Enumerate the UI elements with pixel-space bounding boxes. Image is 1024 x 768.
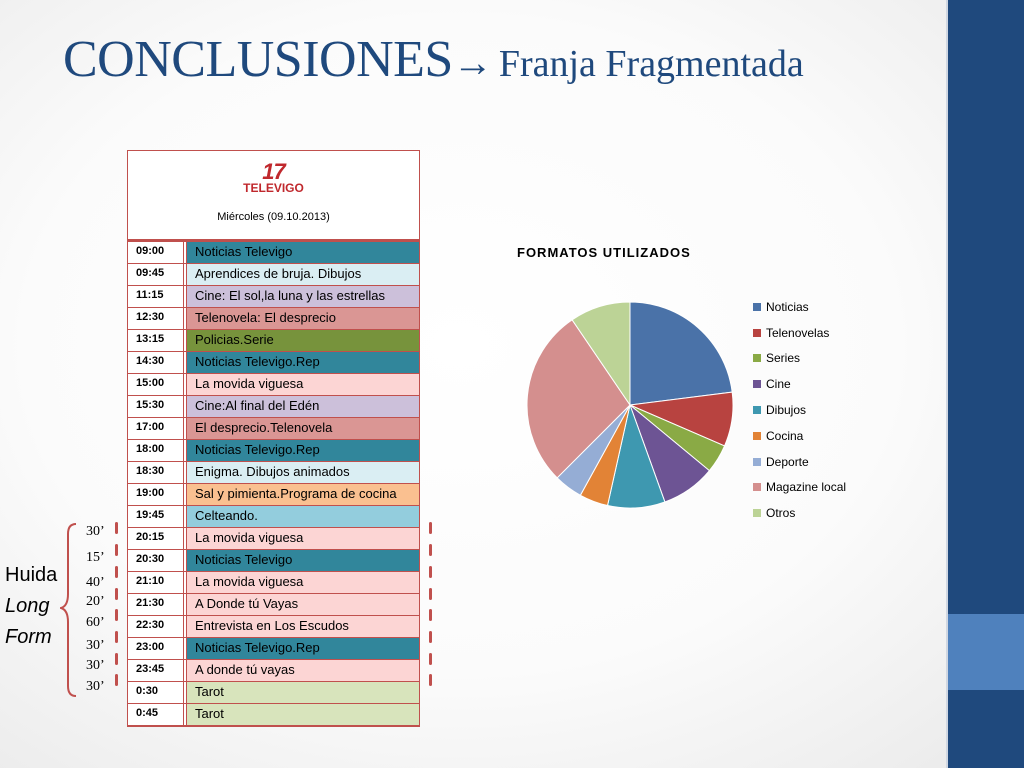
huida-long-form-label: [5, 560, 57, 653]
legend-item: [753, 500, 846, 526]
schedule-time: 0:45: [128, 704, 184, 725]
schedule-row: [128, 374, 419, 396]
row-mark: [429, 609, 432, 621]
schedule-program: Sal y pimienta.Programa de cocina: [186, 484, 419, 505]
legend-item: [753, 320, 846, 346]
duration-label: 30’: [86, 524, 105, 539]
schedule-time: 21:10: [128, 572, 184, 593]
schedule-row: [128, 638, 419, 660]
logo-mark: 17: [262, 159, 285, 184]
schedule-program: Enigma. Dibujos animados: [186, 462, 419, 483]
huida-line-3: Form: [5, 626, 52, 648]
left-curly-bracket: [60, 522, 80, 698]
legend-swatch: [753, 432, 761, 440]
legend-item: [753, 397, 846, 423]
schedule-program: Telenovela: El desprecio: [186, 308, 419, 329]
schedule-row: [128, 418, 419, 440]
schedule-row: [128, 330, 419, 352]
legend-swatch: [753, 458, 761, 466]
schedule-row: [128, 242, 419, 264]
schedule-time: 09:45: [128, 264, 184, 285]
row-mark: [429, 674, 432, 686]
schedule-program: Tarot: [186, 704, 419, 725]
legend-label: Telenovelas: [766, 325, 830, 340]
decorative-band-accent: [946, 614, 1024, 690]
schedule-program: Noticias Televigo.Rep: [186, 352, 419, 373]
legend-swatch: [753, 329, 761, 337]
row-mark: [115, 653, 118, 665]
legend-label: Magazine local: [766, 480, 847, 495]
schedule-program: Noticias Televigo: [186, 242, 419, 263]
row-mark: [429, 522, 432, 534]
row-mark: [115, 674, 118, 686]
schedule-program: La movida viguesa: [186, 528, 419, 549]
schedule-row: [128, 506, 419, 528]
schedule-time: 0:30: [128, 682, 184, 703]
schedule-program: Celteando.: [186, 506, 419, 527]
schedule-time: 20:15: [128, 528, 184, 549]
pie-chart: [520, 295, 740, 515]
schedule-time: 23:00: [128, 638, 184, 659]
schedule-row: [128, 682, 419, 704]
row-mark: [429, 631, 432, 643]
duration-label: 20’: [86, 594, 105, 609]
schedule-program: Cine:Al final del Edén: [186, 396, 419, 417]
schedule-program: Tarot: [186, 682, 419, 703]
schedule-date: Miércoles (09.10.2013): [217, 211, 330, 223]
schedule-time: 12:30: [128, 308, 184, 329]
legend-item: [753, 346, 846, 372]
schedule-row: [128, 440, 419, 462]
schedule-time: 14:30: [128, 352, 184, 373]
logo-text: TELEVIGO: [243, 181, 304, 195]
televigo-logo: [128, 159, 419, 195]
program-schedule-table: [127, 150, 420, 727]
legend-label: Deporte: [766, 454, 809, 469]
duration-label: 15’: [86, 550, 105, 565]
schedule-row: [128, 264, 419, 286]
legend-swatch: [753, 483, 761, 491]
slide-title: [63, 30, 804, 89]
row-mark: [429, 544, 432, 556]
legend-label: Cocina: [766, 428, 804, 443]
schedule-time: 21:30: [128, 594, 184, 615]
duration-label: 30’: [86, 679, 105, 694]
row-mark: [115, 522, 118, 534]
decorative-band-line: [946, 0, 948, 768]
pie-slice-noticias: [630, 302, 732, 405]
legend-swatch: [753, 354, 761, 362]
row-mark: [429, 653, 432, 665]
schedule-time: 17:00: [128, 418, 184, 439]
legend-swatch: [753, 303, 761, 311]
legend-item: [753, 475, 846, 501]
schedule-time: 23:45: [128, 660, 184, 681]
chart-title: FORMATOS UTILIZADOS: [517, 245, 691, 260]
row-mark: [115, 566, 118, 578]
schedule-time: 19:45: [128, 506, 184, 527]
row-mark: [115, 631, 118, 643]
schedule-time: 18:30: [128, 462, 184, 483]
schedule-time: 20:30: [128, 550, 184, 571]
legend-label: Otros: [766, 506, 796, 521]
schedule-program: A donde tú vayas: [186, 660, 419, 681]
schedule-program: A Donde tú Vayas: [186, 594, 419, 615]
legend-item: [753, 371, 846, 397]
schedule-time: 19:00: [128, 484, 184, 505]
schedule-program: Noticias Televigo.Rep: [186, 440, 419, 461]
schedule-program: Policias.Serie: [186, 330, 419, 351]
schedule-row: [128, 616, 419, 638]
row-mark: [429, 588, 432, 600]
schedule-program: Aprendices de bruja. Dibujos: [186, 264, 419, 285]
schedule-row: [128, 660, 419, 682]
schedule-row: [128, 528, 419, 550]
schedule-time: 15:30: [128, 396, 184, 417]
schedule-rows: [128, 242, 419, 726]
schedule-time: 11:15: [128, 286, 184, 307]
schedule-time: 22:30: [128, 616, 184, 637]
title-subtitle: Franja Fragmentada: [498, 43, 804, 85]
schedule-program: Entrevista en Los Escudos: [186, 616, 419, 637]
schedule-row: [128, 484, 419, 506]
schedule-program: El desprecio.Telenovela: [186, 418, 419, 439]
schedule-row: [128, 352, 419, 374]
legend-swatch: [753, 509, 761, 517]
schedule-header: [128, 151, 419, 242]
huida-line-2: Long: [5, 595, 50, 617]
row-mark: [115, 609, 118, 621]
legend-label: Series: [766, 351, 801, 366]
duration-label: 30’: [86, 638, 105, 653]
schedule-row: [128, 704, 419, 726]
legend-label: Noticias: [766, 299, 809, 314]
duration-label: 60’: [86, 615, 105, 630]
schedule-time: 18:00: [128, 440, 184, 461]
schedule-row: [128, 594, 419, 616]
schedule-row: [128, 462, 419, 484]
duration-label: 40’: [86, 575, 105, 590]
row-mark: [429, 566, 432, 578]
schedule-row: [128, 550, 419, 572]
schedule-program: La movida viguesa: [186, 374, 419, 395]
schedule-row: [128, 308, 419, 330]
huida-line-1: Huida: [5, 564, 58, 586]
legend-swatch: [753, 406, 761, 414]
legend-item: [753, 423, 846, 449]
duration-label: 30’: [86, 658, 105, 673]
schedule-program: La movida viguesa: [186, 572, 419, 593]
schedule-time: 13:15: [128, 330, 184, 351]
legend-label: Cine: [766, 377, 791, 392]
row-mark: [115, 544, 118, 556]
schedule-row: [128, 286, 419, 308]
schedule-program: Noticias Televigo.Rep: [186, 638, 419, 659]
legend-swatch: [753, 380, 761, 388]
arrow-right-icon: →: [452, 40, 493, 85]
schedule-time: 15:00: [128, 374, 184, 395]
schedule-program: Cine: El sol,la luna y las estrellas: [186, 286, 419, 307]
legend-label: Dibujos: [766, 403, 807, 418]
row-mark: [115, 588, 118, 600]
schedule-row: [128, 572, 419, 594]
legend-item: [753, 294, 846, 320]
legend-item: [753, 449, 846, 475]
schedule-time: 09:00: [128, 242, 184, 263]
schedule-program: Noticias Televigo: [186, 550, 419, 571]
chart-legend: [753, 294, 846, 526]
title-main: CONCLUSIONES: [63, 31, 453, 88]
schedule-row: [128, 396, 419, 418]
